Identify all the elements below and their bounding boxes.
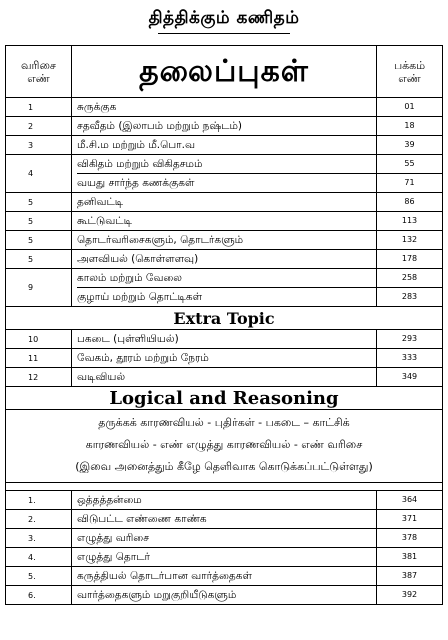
page-cell	[377, 349, 443, 368]
serial-number: 5	[6, 193, 72, 212]
page-number: 349	[401, 372, 418, 381]
serial-number: 5	[6, 250, 72, 269]
page-cell	[377, 155, 443, 193]
topic-cell	[72, 269, 377, 307]
table-row	[6, 349, 443, 368]
topic-title: விகிதம் மற்றும் விகிதசமம்	[77, 158, 203, 170]
topic-title: சதவீதம் (இலாபம் மற்றும் நஷ்டம்)	[77, 120, 242, 132]
topic-cell	[72, 349, 377, 368]
topic-title: கூட்டுவட்டி	[77, 215, 133, 227]
serial-number: 9	[6, 269, 72, 307]
topic-title: எழுத்து வரிசை	[77, 532, 150, 544]
page-number: 132	[401, 235, 418, 244]
topic-title: ஒத்தத்தன்மை	[77, 494, 142, 506]
page-number: 86	[404, 197, 415, 206]
topics-header: தலைப்புகள்	[72, 46, 377, 98]
table-row	[6, 193, 443, 212]
page-cell	[377, 212, 443, 231]
page-number: 378	[401, 533, 418, 542]
topic-title: குழாய் மற்றும் தொட்டிகள்	[77, 287, 376, 306]
serial-number-header: வரிசை எண்	[6, 46, 72, 98]
topic-cell	[72, 155, 377, 193]
topic-title: வார்த்தைகளும் மறுகுறியீடுகளும்	[77, 589, 237, 601]
serial-number: 3	[6, 136, 72, 155]
page-number: 392	[401, 590, 418, 599]
serial-number: 6.	[6, 586, 72, 605]
serial-number: 4	[6, 155, 72, 193]
page-cell	[377, 250, 443, 269]
serial-number: 2	[6, 117, 72, 136]
topic-cell	[72, 212, 377, 231]
page-cell	[377, 529, 443, 548]
page-number: 71	[377, 173, 442, 192]
table-row	[6, 269, 443, 307]
note-line-1: தருக்கக் காரணவியல் - புதிர்கள் - பகடை – காட்சிக்	[98, 416, 350, 429]
note-line-3: (இவை அனைத்தும் கீழே தெளிவாக கொடுக்கப்பட்டுள்ளது)	[75, 460, 373, 473]
topic-title: காலம் மற்றும் வேலை	[77, 272, 183, 284]
topic-title: சுருக்குக	[77, 101, 117, 113]
spacer-row	[6, 483, 443, 491]
page-cell	[377, 548, 443, 567]
serial-number: 5	[6, 231, 72, 250]
page-number-header: பக்கம் எண்	[377, 46, 443, 98]
page-number: 364	[401, 495, 418, 504]
topic-cell	[72, 529, 377, 548]
serial-number: 3.	[6, 529, 72, 548]
serial-number: 2.	[6, 510, 72, 529]
logical-reasoning-heading: Logical and Reasoning	[6, 387, 443, 410]
logical-topics-body	[6, 491, 443, 605]
topic-cell	[72, 548, 377, 567]
page-cell	[377, 98, 443, 117]
page-cell	[377, 269, 443, 307]
page-number: 381	[401, 552, 418, 561]
page-cell	[377, 567, 443, 586]
serial-number: 10	[6, 330, 72, 349]
topic-title: தொடர்வரிசைகளும், தொடர்களும்	[77, 234, 244, 246]
book-title: தித்திக்கும் கணிதம்	[0, 8, 448, 34]
serial-number: 12	[6, 368, 72, 387]
topic-cell	[72, 510, 377, 529]
page-cell	[377, 368, 443, 387]
page-number: 55	[404, 159, 415, 168]
page-cell	[377, 231, 443, 250]
table-row	[6, 491, 443, 510]
page-number: 18	[404, 121, 415, 130]
table-header-row	[6, 46, 443, 98]
page-number: 333	[401, 353, 418, 362]
serial-number: 11	[6, 349, 72, 368]
topic-cell	[72, 586, 377, 605]
table-row	[6, 330, 443, 349]
page-cell	[377, 491, 443, 510]
topic-cell	[72, 117, 377, 136]
table-row	[6, 529, 443, 548]
table-row	[6, 510, 443, 529]
page-cell	[377, 136, 443, 155]
topic-cell	[72, 330, 377, 349]
topic-cell	[72, 136, 377, 155]
topic-cell	[72, 491, 377, 510]
topic-title: மீ.சி.ம மற்றும் மீ.பொ.வ	[77, 139, 196, 151]
topic-cell	[72, 231, 377, 250]
topic-title: தனிவட்டி	[77, 196, 124, 208]
contents-table	[5, 45, 443, 605]
table-row	[6, 368, 443, 387]
table-row	[6, 250, 443, 269]
serial-number: 5.	[6, 567, 72, 586]
serial-number: 4.	[6, 548, 72, 567]
page-number: 293	[401, 334, 418, 343]
topic-cell	[72, 250, 377, 269]
note-line-2: காரணவியல் - எண் எழுத்து காரணவியல் - எண் வரிசை	[85, 438, 363, 451]
serial-number: 1.	[6, 491, 72, 510]
page-number: 113	[401, 216, 418, 225]
page-number: 39	[404, 140, 415, 149]
page-number: 258	[401, 273, 418, 282]
page-cell	[377, 510, 443, 529]
table-row	[6, 567, 443, 586]
page-cell	[377, 117, 443, 136]
topic-title: வயது சார்ந்த கணக்குகள்	[77, 173, 376, 192]
page-number: 371	[401, 514, 418, 523]
topic-title: விடுபட்ட எண்ணை காண்க	[77, 513, 207, 525]
table-row	[6, 231, 443, 250]
page-cell	[377, 193, 443, 212]
topic-cell	[72, 193, 377, 212]
extra-topic-heading: Extra Topic	[6, 307, 443, 330]
topic-title: பகடை (புள்ளியியல்)	[77, 333, 179, 345]
topic-title: அளவியல் (கொள்ளளவு)	[77, 253, 199, 265]
main-topics-body	[6, 98, 443, 307]
page-number: 01	[404, 102, 415, 111]
topic-cell	[72, 368, 377, 387]
serial-number: 1	[6, 98, 72, 117]
topic-title: எழுத்து தொடர்	[77, 551, 151, 563]
table-row	[6, 586, 443, 605]
topic-title: கருத்தியல் தொடர்பான வார்த்தைகள்	[77, 570, 252, 582]
table-row	[6, 98, 443, 117]
topic-title: வேகம், தூரம் மற்றும் நேரம்	[77, 352, 209, 364]
table-row	[6, 155, 443, 193]
extra-topics-body	[6, 330, 443, 387]
table-row	[6, 117, 443, 136]
page-number: 283	[377, 287, 442, 306]
topic-cell	[72, 98, 377, 117]
logical-reasoning-note	[6, 410, 443, 483]
table-row	[6, 212, 443, 231]
table-row	[6, 548, 443, 567]
serial-number: 5	[6, 212, 72, 231]
topic-cell	[72, 567, 377, 586]
table-row	[6, 136, 443, 155]
page-cell	[377, 586, 443, 605]
page-number: 178	[401, 254, 418, 263]
page-cell	[377, 330, 443, 349]
topic-title: வடிவியல்	[77, 371, 126, 383]
page-number: 387	[401, 571, 418, 580]
